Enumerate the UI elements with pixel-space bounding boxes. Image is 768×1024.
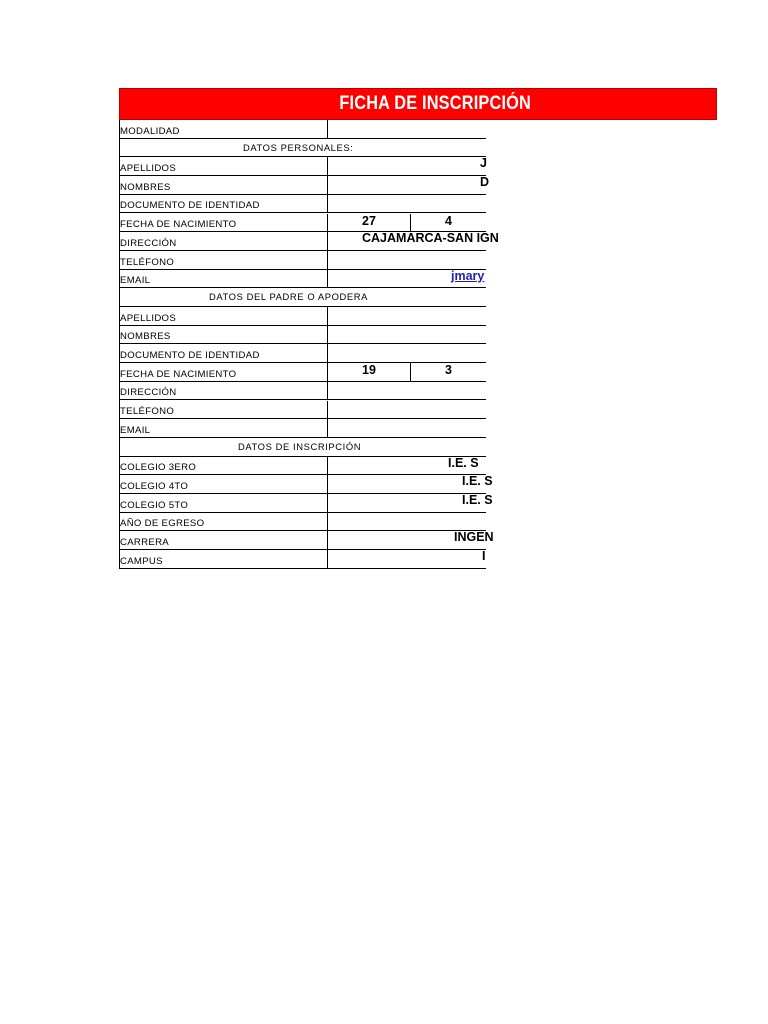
row-padre-nombres [119,326,486,345]
value-colegio-4to: I.E. S [462,474,493,489]
cell-colegio-5to[interactable] [327,493,493,512]
label-anio-egreso: AÑO DE EGRESO [120,518,205,530]
section-datos-personales [119,139,486,158]
cell-email[interactable] [327,270,486,288]
section-datos-padre [119,288,486,307]
row-padre-direccion [119,382,486,401]
value-padre-dia-nacimiento: 19 [362,363,376,378]
value-mes-nacimiento: 4 [445,213,452,228]
label-telefono: TELÉFONO [120,256,175,268]
label-padre-email: EMAIL [120,424,151,436]
cell-telefono[interactable] [327,251,486,269]
section-datos-inscripcion [119,438,486,457]
cell-carrera[interactable] [327,530,494,549]
value-email-link[interactable]: jmary [451,268,485,283]
label-padre-apellidos: APELLIDOS [120,312,177,324]
label-fecha-nacimiento: FECHA DE NACIMIENTO [120,219,237,231]
cell-direccion[interactable] [327,231,499,250]
label-padre-nombres: NOMBRES [120,331,171,343]
row-colegio-4to [119,474,493,494]
cell-padre-dia-nacimiento[interactable] [327,363,410,381]
label-padre-fecha-nacimiento: FECHA DE NACIMIENTO [120,368,237,380]
row-campus [119,550,486,569]
row-modalidad [119,120,486,139]
cell-nombres[interactable] [327,175,490,194]
label-colegio-3ero: COLEGIO 3ERO [120,462,197,474]
cell-modalidad[interactable] [327,120,486,138]
row-nombres [119,175,490,195]
cell-padre-documento[interactable] [327,344,486,362]
title-banner [119,88,717,120]
row-colegio-3ero [119,457,486,476]
value-carrera: INGEN [454,530,494,545]
cell-padre-direccion[interactable] [327,382,486,400]
row-telefono [119,251,486,270]
value-dia-nacimiento: 27 [362,213,376,228]
label-colegio-4to: COLEGIO 4TO [120,480,189,492]
cell-apellidos[interactable] [327,157,486,175]
row-padre-fecha-nacimiento [119,363,486,382]
value-colegio-5to: I.E. S [462,493,493,507]
cell-padre-nombres[interactable] [327,326,486,344]
section-title-personales: DATOS PERSONALES: [243,141,354,153]
value-colegio-3ero: I.E. S [448,455,479,470]
label-carrera: CARRERA [120,537,170,549]
row-apellidos [119,157,486,176]
cell-documento[interactable] [327,195,486,213]
label-documento: DOCUMENTO DE IDENTIDAD [120,200,260,212]
row-direccion [119,231,499,251]
value-apellidos: J [480,156,487,171]
row-padre-email [119,419,486,438]
label-email: EMAIL [120,275,151,287]
label-nombres: NOMBRES [120,181,171,193]
value-campus: I [482,549,486,564]
value-direccion: CAJAMARCA-SAN IGN [362,231,499,246]
label-modalidad: MODALIDAD [120,125,180,137]
cell-padre-telefono[interactable] [327,401,486,419]
cell-mes-nacimiento[interactable] [410,214,486,232]
label-padre-documento: DOCUMENTO DE IDENTIDAD [120,350,260,362]
form-sheet [119,120,499,568]
section-title-padre: DATOS DEL PADRE O APODERA [209,291,368,303]
value-nombres: D [480,175,490,190]
row-anio-egreso [119,513,486,532]
row-padre-documento [119,344,486,363]
cell-colegio-4to[interactable] [327,474,493,493]
label-campus: CAMPUS [120,555,163,567]
label-padre-direccion: DIRECCIÓN [120,387,177,399]
cell-dia-nacimiento[interactable] [327,214,410,232]
label-padre-telefono: TELÉFONO [120,406,175,418]
label-direccion: DIRECCIÓN [120,237,177,249]
cell-padre-email[interactable] [327,419,486,437]
row-padre-telefono [119,401,486,420]
cell-anio-egreso[interactable] [327,513,486,531]
label-apellidos: APELLIDOS [120,163,177,175]
row-padre-apellidos [119,307,486,326]
cell-padre-mes-nacimiento[interactable] [410,363,486,381]
row-colegio-5to [119,493,493,513]
row-carrera [119,530,494,550]
cell-campus[interactable] [327,550,486,568]
row-documento [119,195,486,214]
label-colegio-5to: COLEGIO 5TO [120,499,189,511]
form-title: FICHA DE INSCRIPCIÓN [339,93,532,114]
cell-colegio-3ero[interactable] [327,457,486,475]
value-padre-mes-nacimiento: 3 [445,363,452,378]
row-email [119,270,486,289]
row-fecha-nacimiento [119,214,486,233]
cell-padre-apellidos[interactable] [327,307,486,325]
section-title-inscripcion: DATOS DE INSCRIPCIÓN [238,440,362,452]
